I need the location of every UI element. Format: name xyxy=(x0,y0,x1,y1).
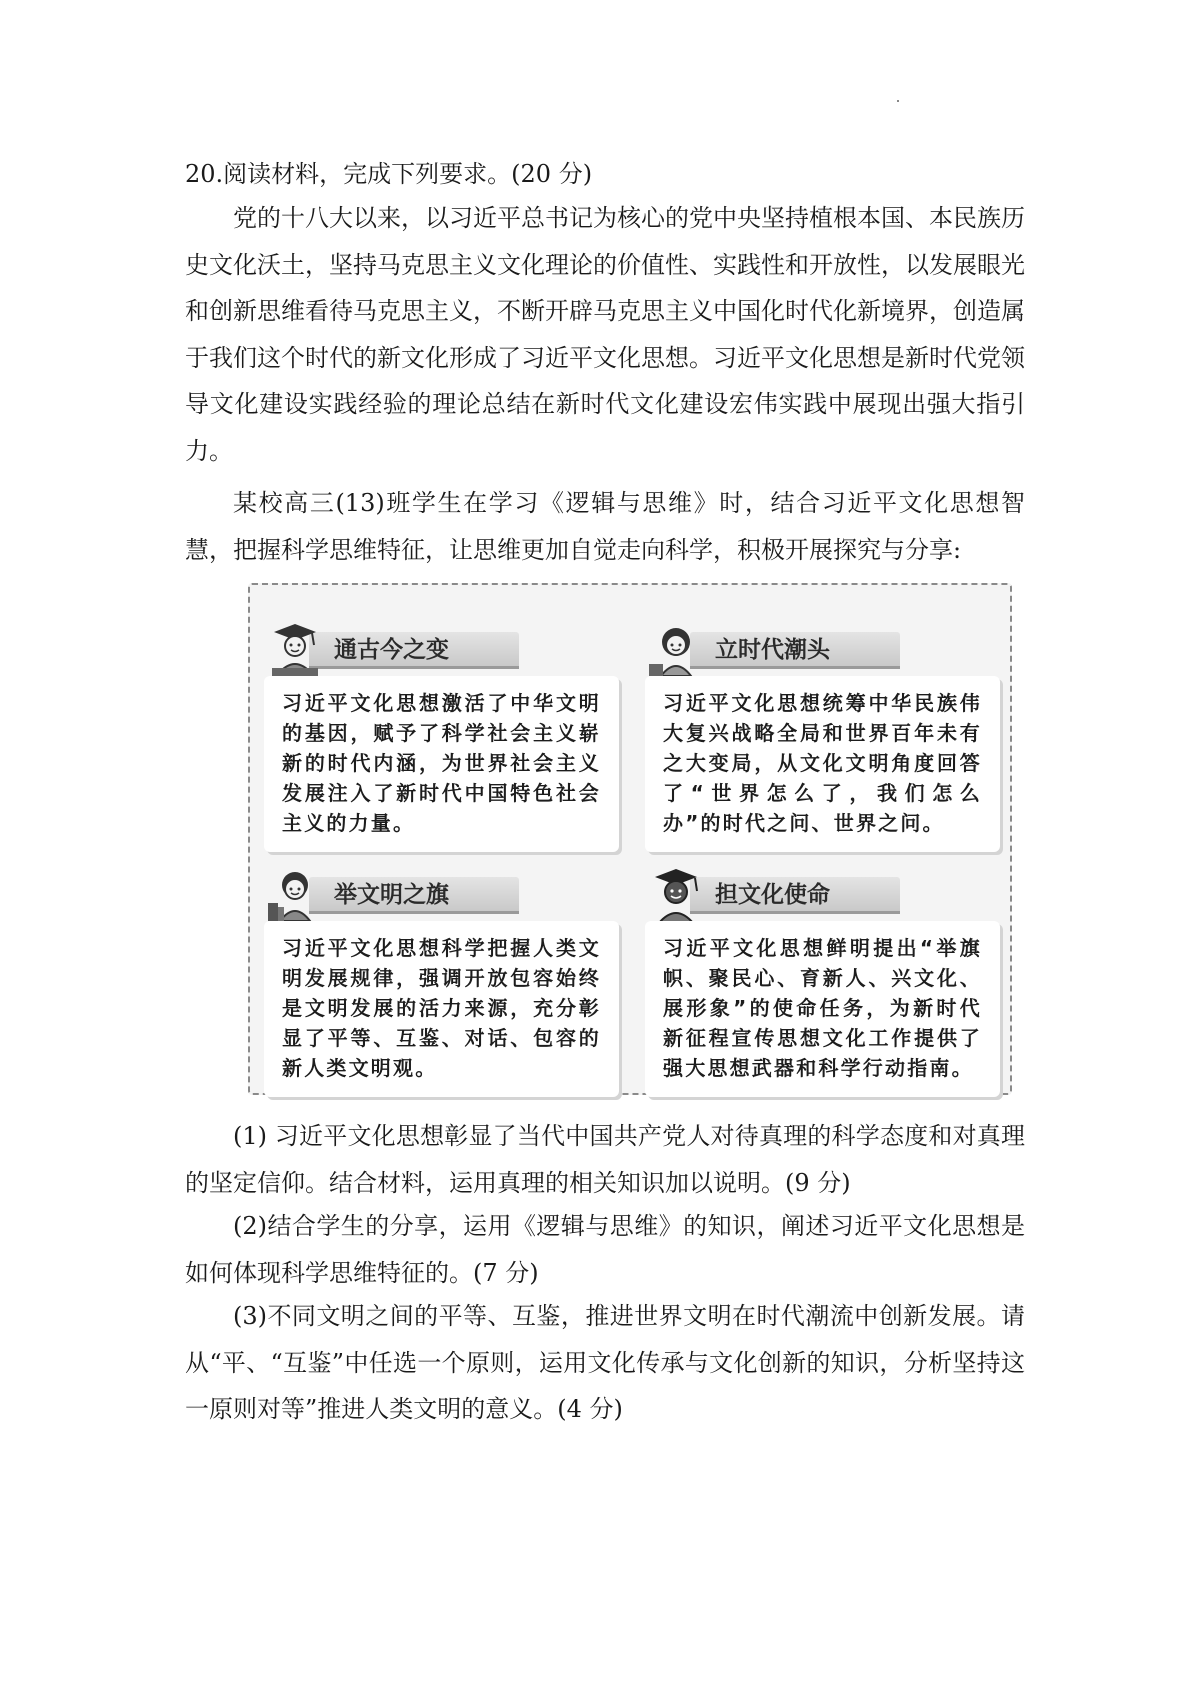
question-title: 20.阅读材料，完成下列要求。(20 分) xyxy=(185,160,593,188)
girl-icon xyxy=(645,618,707,680)
subquestion-1: (1) 习近平文化思想彰显了当代中国共产党人对待真理的科学态度和对真理的坚定信仰。结合材料，运用真理的相关知识加以说明。(9 分) xyxy=(185,1122,1025,1197)
subquestion-3: (3)不同文明之间的平等、互鉴，推进世界文明在时代潮流中创新发展。请从“平、“互鉴”中任选一个原则，运用文化传承与文化创新的知识，分析坚持这一原则对等”推进人类文明的意义。(4 分) xyxy=(185,1302,1025,1423)
panel-card xyxy=(264,676,619,852)
panel-text: 习近平文化思想鲜明提出“举旗帜、聚民心、育新人、兴文化、展形象”的使命任务，为新时代新征程宣传思想文化工作提供了强大思想武器和科学行动指南。 xyxy=(663,936,982,1080)
scholar-boy-icon xyxy=(264,618,326,680)
scan-speck xyxy=(897,100,899,102)
panel-card xyxy=(645,676,1000,852)
panel-label: 通古今之变 xyxy=(334,637,449,663)
panel-text: 习近平文化思想激活了中华文明的基因，赋予了科学社会主义崭新的时代内涵，为世界社会主义发展注入了新时代中国特色社会主义的力量。 xyxy=(282,691,601,835)
panel-text: 习近平文化思想科学把握人类文明发展规律，强调开放包容始终是文明发展的活力来源，充分彰显了平等、互鉴、对话、包容的新人类文明观。 xyxy=(282,936,601,1080)
panel-text: 习近平文化思想统筹中华民族伟大复兴战略全局和世界百年未有之大变局，从文化文明角度回答了“世界怎么了，我们怎么办”的时代之问、世界之问。 xyxy=(663,691,982,835)
material-paragraph-1: 党的十八大以来，以习近平总书记为核心的党中央坚持植根本国、本民族历史文化沃土，坚持马克思主义文化理论的价值性、实践性和开放性，以发展眼光和创新思维看待马克思主义，不断开辟马克思主义中国化时代化新境界，创造属于我们这个时代的新文化形成了习近平文化思想。习近平文化思想是新时代党领导文化建设实践经验的理论总结在新时代文化建设宏伟实践中展现出强大指引力。 xyxy=(185,204,1025,465)
panel-label: 担文化使命 xyxy=(715,882,830,908)
girl-books-icon xyxy=(264,863,326,925)
panel-label: 举文明之旗 xyxy=(334,882,449,908)
material-figure xyxy=(248,583,1012,1095)
panel-card xyxy=(264,921,619,1097)
graduate-boy-icon xyxy=(645,863,707,925)
material-paragraph-2: 某校高三(13)班学生在学习《逻辑与思维》时，结合习近平文化思想智慧，把握科学思维特征，让思维更加自觉走向科学，积极开展探究与分享: xyxy=(185,489,1025,564)
panel-card xyxy=(645,921,1000,1097)
subquestion-2: (2)结合学生的分享，运用《逻辑与思维》的知识，阐述习近平文化思想是如何体现科学思维特征的。(7 分) xyxy=(185,1212,1025,1287)
panel-label: 立时代潮头 xyxy=(715,637,830,663)
